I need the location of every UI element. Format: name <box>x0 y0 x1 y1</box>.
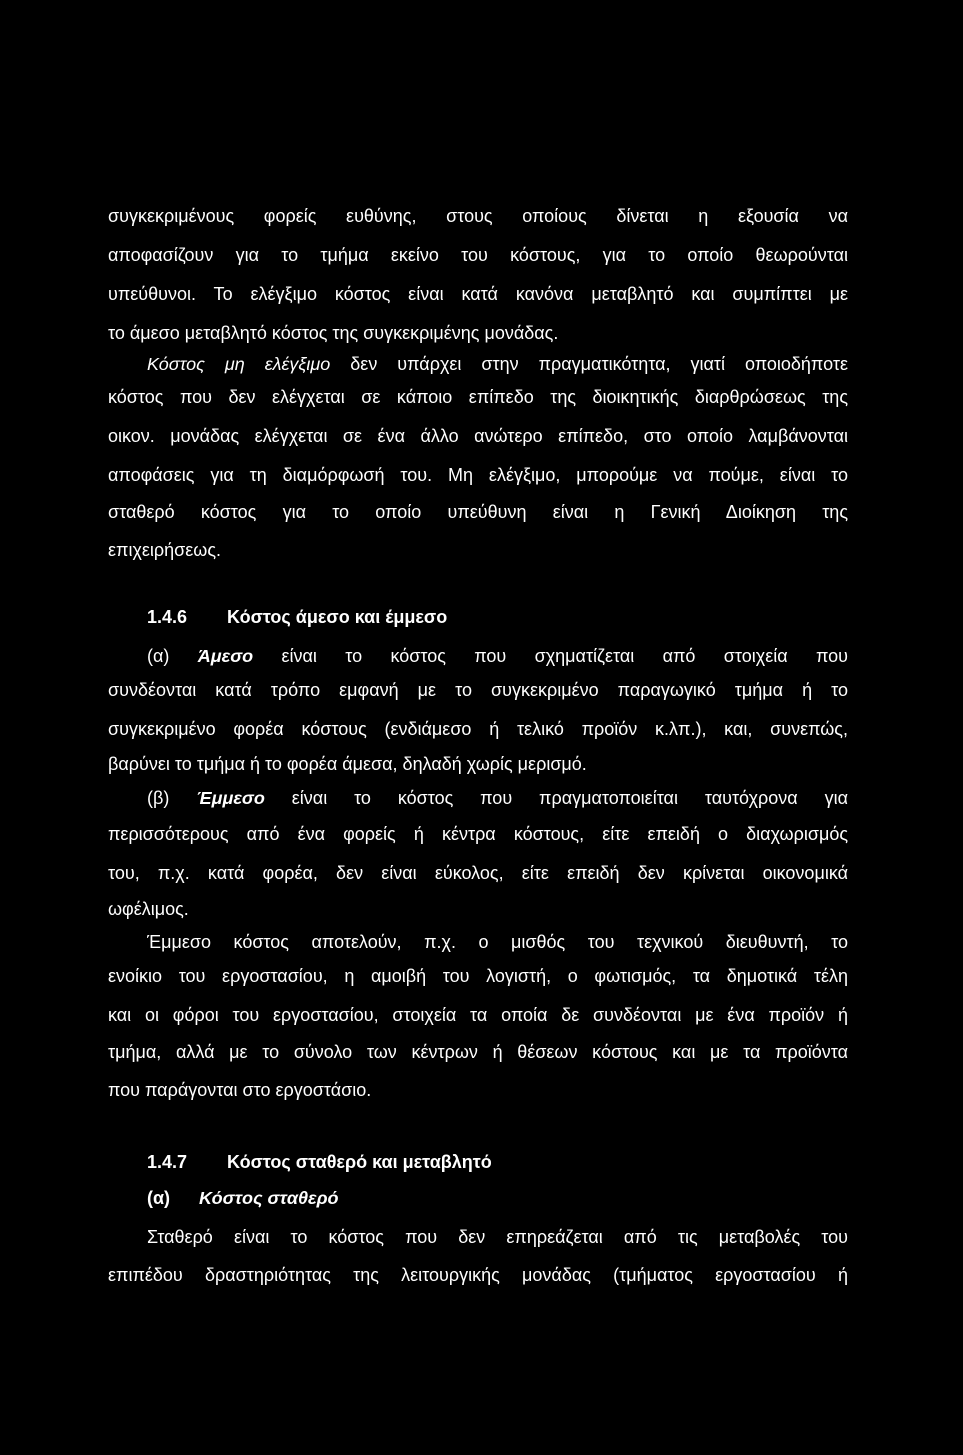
text-line: υπεύθυνοι. Το ελέγξιμο κόστος είναι κατά κανόνα μεταβλητό και συμπίπτει με <box>108 284 848 304</box>
text-line: συνδέονται κατά τρόπο εμφανή με το συγκεκριμένο παραγωγικό τμήμα ή το <box>108 680 848 700</box>
subsection-heading <box>147 1186 339 1210</box>
item-marker: (β) <box>147 788 170 808</box>
term-indirect: Έμμεσο <box>196 788 265 808</box>
text-fragment: είναι το κόστος που σχηματίζεται από στοιχεία που <box>281 646 848 666</box>
text-line <box>147 786 848 810</box>
text-line: τμήμα, αλλά με το σύνολο των κέντρων ή θέσεων κόστους και με τα προϊόντα <box>108 1042 848 1062</box>
term-direct: Άμεσο <box>197 646 254 666</box>
text-line: που παράγονται στο εργοστάσιο. <box>108 1080 372 1100</box>
text-line: περισσότερους από ένα φορείς ή κέντρα κόστους, είτε επειδή ο διαχωρισμός <box>108 824 848 844</box>
text-line: αποφάσεις για τη διαμόρφωσή του. Μη ελέγξιμο, μπορούμε να πούμε, είναι το <box>108 465 848 485</box>
section-heading <box>147 1150 492 1174</box>
text-fragment: είναι το κόστος που πραγματοποιείται ταυτόχρονα για <box>291 788 848 808</box>
text-line: οικον. μονάδας ελέγχεται σε ένα άλλο ανώτερο επίπεδο, στο οποίο λαμβάνονται <box>108 426 848 446</box>
text-line: συγκεκριμένους φορείς ευθύνης, στους οποίους δίνεται η εξουσία να <box>108 206 848 226</box>
text-line: συγκεκριμένο φορέα κόστους (ενδιάμεσο ή τελικό προϊόν κ.λπ.), και, συνεπώς, <box>108 719 848 739</box>
text-line <box>147 352 848 376</box>
text-line: ενοίκιο του εργοστασίου, η αμοιβή του λογιστή, ο φωτισμός, τα δημοτικά τέλη <box>108 966 848 986</box>
text-fragment: δεν υπάρχει στην πραγματικότητα, γιατί οποιοδήποτε <box>350 354 848 374</box>
section-title: Κόστος σταθερό και μεταβλητό <box>227 1152 492 1172</box>
text-line: και οι φόροι του εργοστασίου, στοιχεία τα οποία δε συνδέονται με ένα προϊόν ή <box>108 1005 848 1025</box>
text-line <box>147 644 848 668</box>
text-line: κόστος που δεν ελέγχεται σε κάποιο επίπεδο της διοικητικής διαρθρώσεως της <box>108 387 848 407</box>
item-marker: (α) <box>147 1188 171 1208</box>
item-marker: (α) <box>147 646 170 666</box>
text-line: σταθερό κόστος για το οποίο υπεύθυνη είναι η Γενική Διοίκηση της <box>108 502 848 522</box>
term-non-controllable: Κόστος μη ελέγξιμο <box>147 354 331 374</box>
section-number: 1.4.7 <box>147 1152 188 1172</box>
text-line: Σταθερό είναι το κόστος που δεν επηρεάζεται από τις μεταβολές του <box>147 1227 848 1247</box>
text-line: το άμεσο μεταβλητό κόστος της συγκεκριμένης μονάδας. <box>108 323 559 343</box>
section-title: Κόστος άμεσο και έμμεσο <box>227 607 448 627</box>
section-number: 1.4.6 <box>147 607 188 627</box>
text-line: αποφασίζουν για το τμήμα εκείνο του κόστους, για το οποίο θεωρούνται <box>108 245 848 265</box>
section-heading <box>147 605 447 629</box>
term-fixed-cost: Κόστος σταθερό <box>199 1188 339 1208</box>
text-line: βαρύνει το τμήμα ή το φορέα άμεσα, δηλαδή χωρίς μερισμό. <box>108 754 587 774</box>
text-line: Έμμεσο κόστος αποτελούν, π.χ. ο μισθός του τεχνικού διευθυντή, το <box>147 932 848 952</box>
text-line: του, π.χ. κατά φορέα, δεν είναι εύκολος, είτε επειδή δεν κρίνεται οικονομικά <box>108 863 848 883</box>
text-line: επιχειρήσεως. <box>108 540 222 560</box>
text-line: ωφέλιμος. <box>108 899 189 919</box>
text-line: επιπέδου δραστηριότητας της λειτουργικής μονάδας (τμήματος εργοστασίου ή <box>108 1265 848 1285</box>
